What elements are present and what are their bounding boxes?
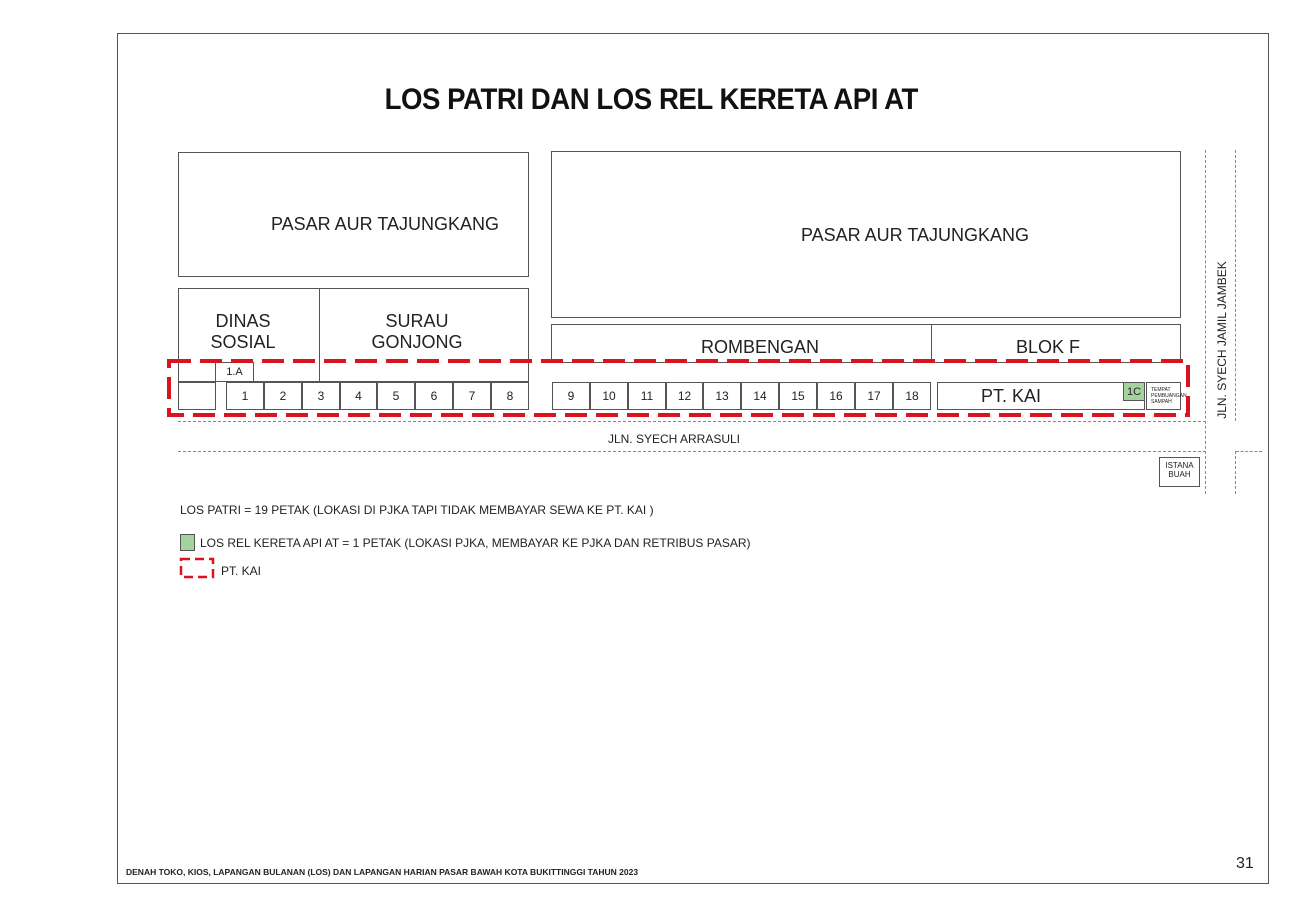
block-label-rombengan: ROMBENGAN xyxy=(700,337,819,357)
block-label-pasar-left: PASAR AUR TAJUNGKANG xyxy=(270,214,500,234)
map-title: LOS PATRI DAN LOS REL KERETA API AT xyxy=(384,83,918,116)
stall-label: 17 xyxy=(867,389,881,403)
block-label-dinas-l1: DINAS xyxy=(215,311,271,331)
stall-label: 7 xyxy=(468,389,476,403)
stall-label: 13 xyxy=(715,389,729,403)
road-label-syech-jamil-jambek: JLN. SYECH JAMIL JAMBEK xyxy=(1215,261,1229,419)
footer-caption: DENAH TOKO, KIOS, LAPANGAN BULANAN (LOS) DAN LAPANGAN HARIAN PASAR BAWAH KOTA BUKITTINGGI TAHUN 2023 xyxy=(126,867,639,877)
block-label-pt-kai: PT. KAI xyxy=(980,385,1042,406)
stall-label: 15 xyxy=(791,389,805,403)
page-number: 31 xyxy=(1236,855,1254,872)
legend-pt-kai-swatch xyxy=(181,559,213,577)
stall-label: 10 xyxy=(602,389,616,403)
legend-pt-kai: PT. KAI xyxy=(221,564,262,578)
stall-label: 11 xyxy=(640,389,654,403)
istana-label-l1: ISTANA xyxy=(1165,461,1194,470)
stall-label: 18 xyxy=(905,389,919,403)
stall-label: 8 xyxy=(506,389,514,403)
block-label-dinas-l2: SOSIAL xyxy=(210,332,276,352)
stall-label: 14 xyxy=(753,389,767,403)
tempat-label-l2: PEMBUANGAN xyxy=(1151,393,1187,399)
stall-label: 2 xyxy=(279,389,287,403)
legend-los-rel-swatch xyxy=(180,534,195,551)
stall-label: 1 xyxy=(241,389,249,403)
block-label-surau-l1: SURAU xyxy=(385,311,449,331)
block-label-blok-f: BLOK F xyxy=(1015,337,1081,357)
stall-label: 3 xyxy=(317,389,325,403)
stall-label: 12 xyxy=(677,389,692,403)
road-label-syech-arrasuli: JLN. SYECH ARRASULI xyxy=(607,432,741,446)
istana-label-l2: BUAH xyxy=(1168,470,1191,479)
stall-label: 9 xyxy=(567,389,575,403)
tempat-label-l1: TEMPAT xyxy=(1151,387,1171,393)
stall-label: 4 xyxy=(355,389,362,403)
stall-1c-label: 1C xyxy=(1126,385,1142,398)
stall-label: 16 xyxy=(829,389,843,403)
legend-los-rel: LOS REL KERETA API AT = 1 PETAK (LOKASI PJKA, MEMBAYAR KE PJKA DAN RETRIBUS PASAR) xyxy=(200,536,751,550)
block-label-pasar-right: PASAR AUR TAJUNGKANG xyxy=(800,225,1030,245)
stall-label: 6 xyxy=(430,389,438,403)
stall-label: 5 xyxy=(392,389,400,403)
stall-1a-label: 1.A xyxy=(226,366,243,378)
pt-kai-boundary xyxy=(169,361,1188,415)
tempat-label-l3: SAMPAH xyxy=(1151,399,1172,405)
block-label-surau-l2: GONJONG xyxy=(371,332,463,352)
legend-los-patri: LOS PATRI = 19 PETAK (LOKASI DI PJKA TAPI TIDAK MEMBAYAR SEWA KE PT. KAI ) xyxy=(180,503,654,517)
